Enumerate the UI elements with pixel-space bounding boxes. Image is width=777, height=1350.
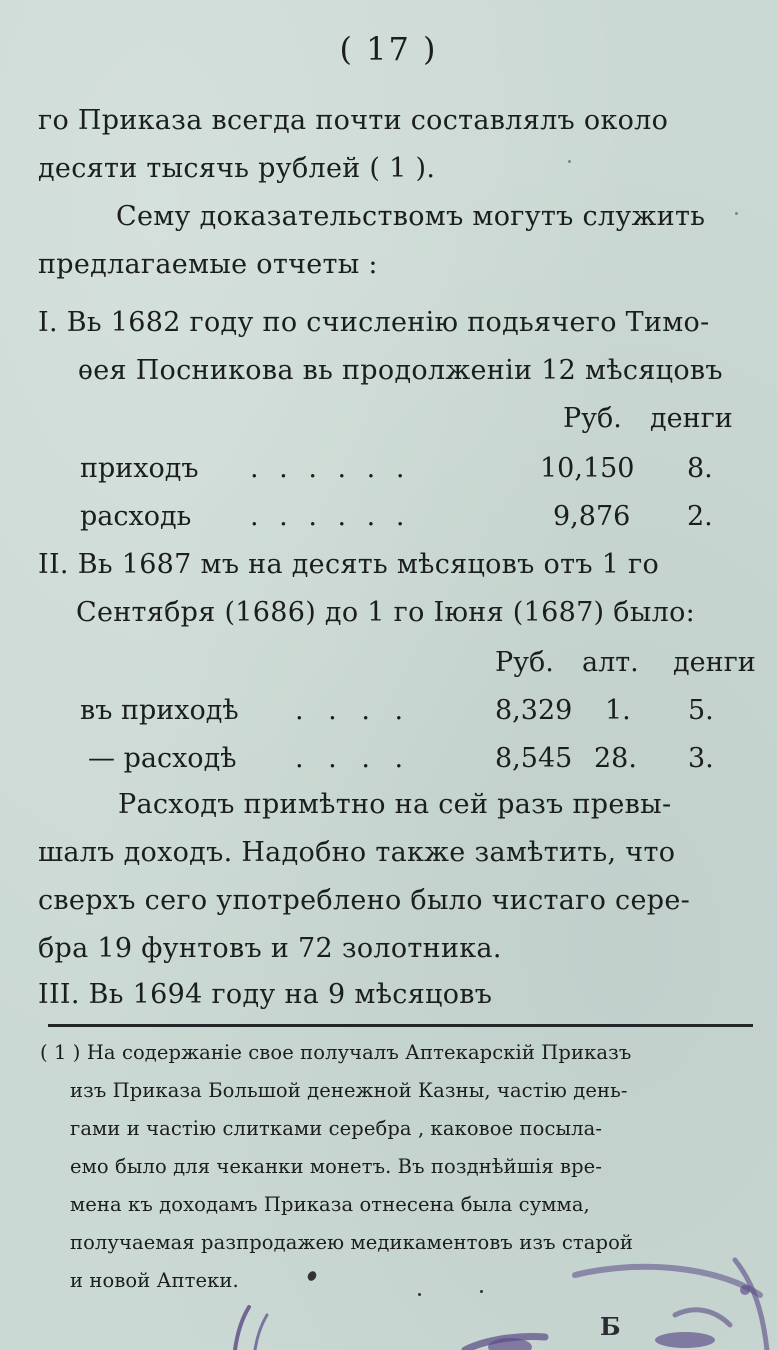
stamp-graphic [215, 1255, 775, 1350]
row-label: въ приходѣ [80, 695, 239, 726]
dengi-value: 8. [687, 453, 713, 484]
library-stamp [215, 1255, 775, 1350]
stamp-letter: Б [600, 1312, 621, 1341]
footnote-line: емо было для чеканки монетъ. Въ позднѣйшія вре- [70, 1155, 603, 1178]
altyn-value: 1. [605, 695, 631, 726]
leader-dots: . . . . . . [250, 453, 411, 484]
footnote-line: и новой Аптеки. [70, 1269, 239, 1292]
footnote-line: изъ Приказа Большой денежной Казны, частію день- [70, 1079, 628, 1102]
footnote-line: получаемая разпродажею медикаментовъ изъ старой [70, 1231, 634, 1254]
leader-dots: . . . . [295, 695, 412, 726]
text-line: бра 19 фунтовъ и 72 золотника. [38, 933, 502, 964]
column-header-dengi: денги [650, 403, 733, 434]
ink-speck [735, 212, 738, 215]
footnote-line: мена къ доходамъ Приказа отнесена была сумма, [70, 1193, 590, 1216]
column-header-altyn: алт. [582, 647, 639, 678]
dengi-value: 5. [688, 695, 714, 726]
text-line: шалъ доходъ. Надобно также замѣтить, что [38, 837, 676, 868]
text-line: Сентября (1686) до 1 го Іюня (1687) было: [76, 597, 696, 628]
text-line: Расходъ примѣтно на сей разъ превы- [118, 789, 672, 820]
dengi-value: 2. [687, 501, 713, 532]
page-number: ( 17 ) [339, 30, 438, 68]
row-label: — расходѣ [88, 743, 237, 774]
leader-dots: . . . . [295, 743, 412, 774]
footnote-line: гами и частію слитками серебра , каковое посыла- [70, 1117, 603, 1140]
footnote-line: ( 1 ) На содержаніе свое получалъ Аптекарскій Приказъ [40, 1041, 632, 1064]
ink-speck [568, 160, 571, 163]
column-header-rubles: Руб. [563, 403, 622, 434]
text-line: го Приказа всегда почти составлялъ около [38, 105, 669, 136]
altyn-value: 28. [594, 743, 637, 774]
column-header-dengi: денги [673, 647, 756, 678]
text-line: I. Вь 1682 году по счисленію подьячего Тимо- [38, 307, 710, 338]
text-line: Сему доказательствомъ могутъ служить [116, 201, 706, 232]
text-line: ѳея Посникова вь продолженіи 12 мѣсяцовъ [78, 355, 723, 386]
text-line: III. Вь 1694 году на 9 мѣсяцовъ [38, 979, 493, 1010]
row-label: приходъ [80, 453, 199, 484]
column-header-rubles: Руб. [495, 647, 554, 678]
text-line: сверхъ сего употреблено было чистаго сере- [38, 885, 691, 916]
dengi-value: 3. [688, 743, 714, 774]
text-line: предлагаемые отчеты : [38, 249, 378, 280]
text-line: II. Вь 1687 мъ на десять мѣсяцовъ отъ 1 го [38, 549, 660, 580]
rubles-value: 10,150 [540, 453, 635, 484]
rubles-value: 9,876 [553, 501, 631, 532]
footnote-separator [48, 1024, 753, 1027]
row-label: расходь [80, 501, 192, 532]
rubles-value: 8,329 [495, 695, 573, 726]
text-line: десяти тысячь рублей ( 1 ). [38, 153, 436, 184]
rubles-value: 8,545 [495, 743, 573, 774]
leader-dots: . . . . . . [250, 501, 411, 532]
